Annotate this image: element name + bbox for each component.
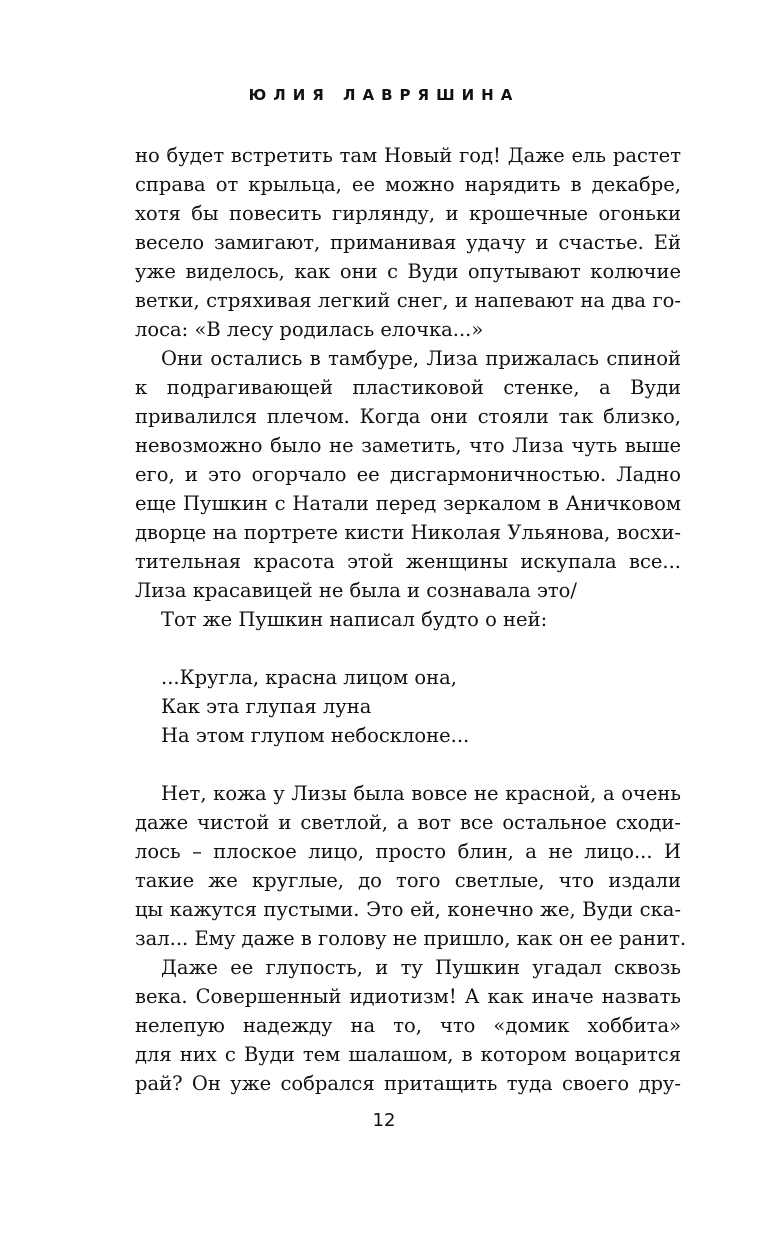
text-line: для них с Вуди тем шалашом, в котором воцарится	[135, 1043, 681, 1066]
paragraph	[135, 953, 681, 1098]
text-line: его, и это огорчало ее дисгармоничностью. Ладно	[135, 463, 681, 486]
text-line: Даже ее глупость, и ту Пушкин угадал сквозь	[161, 956, 681, 979]
text-line: тительная красота этой женщины искупала все...	[135, 550, 681, 573]
paragraph	[135, 779, 687, 953]
text-line: ветки, стряхивая легкий снег, и напевают на два го-	[135, 289, 681, 312]
text-line: даже чистой и светлой, а вот все остальное сходи-	[135, 811, 681, 834]
text-line: лоса: «В лесу родилась елочка...»	[135, 318, 484, 341]
stanza-gap	[135, 634, 681, 663]
text-line: лось – плоское лицо, просто блин, а не лицо... И	[135, 840, 681, 863]
text-line: Лиза красавицей не была и сознавала это/	[135, 579, 577, 602]
paragraph	[135, 141, 681, 344]
text-line: весело замигают, приманивая удачу и счастье. Ей	[135, 231, 681, 254]
page-body	[135, 141, 687, 1098]
text-line: зал... Ему даже в голову не пришло, как он ее ранит.	[135, 927, 687, 950]
text-line: нелепую надежду на то, что «домик хоббита»	[135, 1014, 681, 1037]
text-line: к подрагивающей пластиковой стенке, а Вуди	[135, 376, 681, 399]
text-line: невозможно было не заметить, что Лиза чуть выше	[135, 434, 681, 457]
text-line: цы кажутся пустыми. Это ей, конечно же, Вуди ска-	[135, 898, 681, 921]
stanza-gap	[135, 750, 681, 779]
text-line: справа от крыльца, ее можно нарядить в декабре,	[135, 173, 681, 196]
text-line: рай? Он уже собрался притащить туда своего дру-	[135, 1072, 681, 1095]
text-line: Тот же Пушкин написал будто о ней:	[161, 608, 548, 631]
text-line: но будет встретить там Новый год! Даже ель растет	[135, 144, 681, 167]
paragraph	[135, 344, 681, 605]
poem-line: На этом глупом небосклоне...	[161, 724, 470, 747]
text-line: уже виделось, как они с Вуди опутывают колючие	[135, 260, 681, 283]
text-line: Они остались в тамбуре, Лиза прижалась спиной	[161, 347, 681, 370]
text-line: хотя бы повесить гирлянду, и крошечные огоньки	[135, 202, 681, 225]
poem-quote	[135, 663, 681, 750]
text-line: такие же круглые, до того светлые, что издали	[135, 869, 681, 892]
text-line: привалился плечом. Когда они стояли так близко,	[135, 405, 681, 428]
page-number: 12	[372, 1110, 396, 1131]
text-line: еще Пушкин с Натали перед зеркалом в Аничковом	[135, 492, 681, 515]
paragraph	[135, 605, 681, 634]
running-head: ЮЛИЯ ЛАВРЯШИНА	[248, 86, 520, 104]
poem-line: ...Кругла, красна лицом она,	[161, 666, 457, 689]
poem-line: Как эта глупая луна	[161, 695, 372, 718]
text-line: Нет, кожа у Лизы была вовсе не красной, а очень	[161, 782, 681, 805]
text-line: века. Совершенный идиотизм! А как иначе назвать	[135, 985, 681, 1008]
text-line: дворце на портрете кисти Николая Ульянова, восхи-	[135, 521, 681, 544]
